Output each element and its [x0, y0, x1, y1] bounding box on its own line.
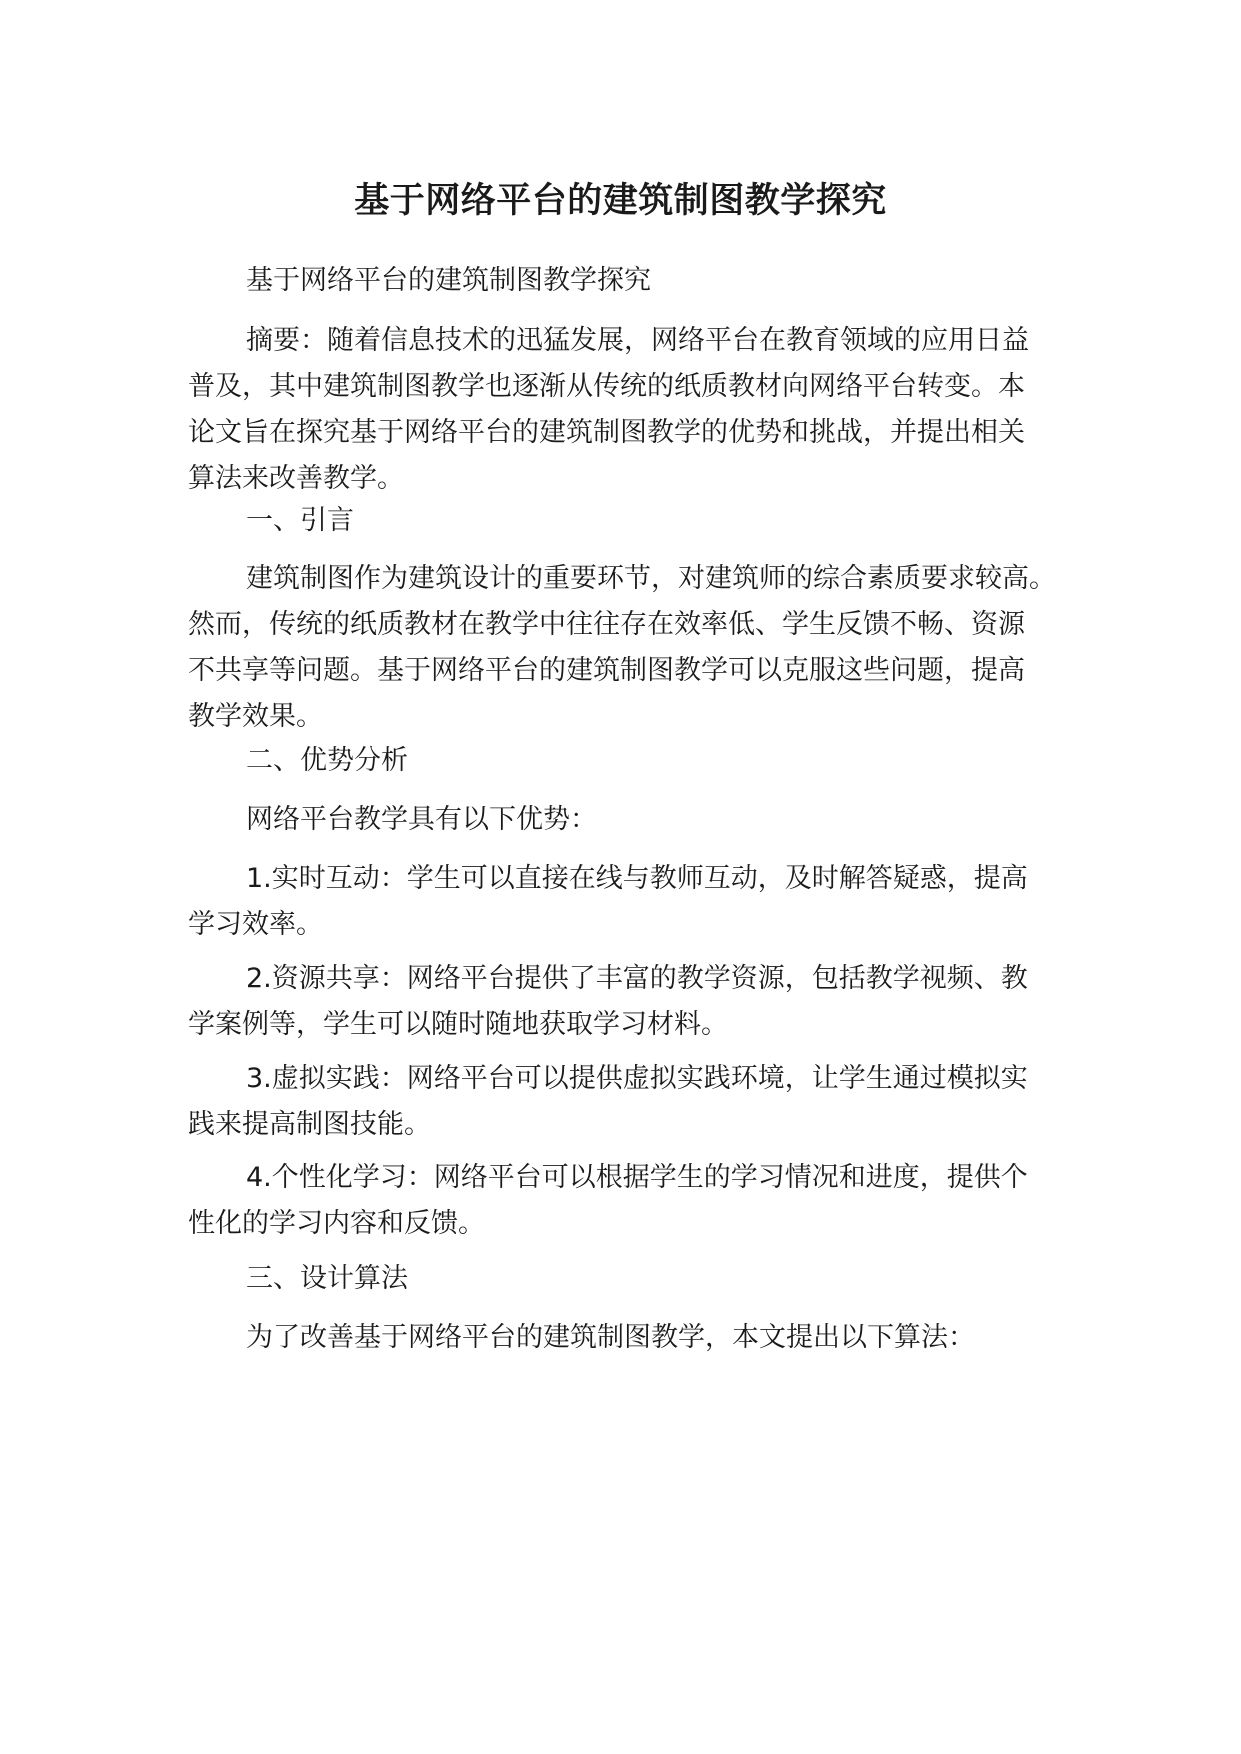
section-heading-text: 三、设计算法: [246, 1263, 408, 1294]
advantage-item-line: 学案例等，学生可以随时随地获取学习材料。: [188, 1009, 728, 1040]
abstract-line: 论文旨在探究基于网络平台的建筑制图教学的优势和挑战，并提出相关: [188, 417, 1025, 448]
introduction-line: 然而，传统的纸质教材在教学中往往存在效率低、学生反馈不畅、资源: [188, 609, 1025, 640]
abstract-line: 算法来改善教学。: [188, 463, 404, 494]
section-heading-advantages: [188, 738, 1068, 784]
document-title: 基于网络平台的建筑制图教学探究: [354, 181, 887, 221]
advantage-item-line: 性化的学习内容和反馈。: [188, 1208, 485, 1239]
abstract-line: 普及，其中建筑制图教学也逐渐从传统的纸质教材向网络平台转变。本: [188, 371, 1025, 402]
introduction-line: 教学效果。: [188, 701, 323, 732]
advantage-item-line: 学习效率。: [188, 909, 323, 940]
section-heading-text: 一、引言: [246, 505, 354, 536]
introduction-paragraph: [188, 556, 1068, 740]
advantage-item: [188, 956, 1068, 1048]
advantage-item-line: 3.虚拟实践：网络平台可以提供虚拟实践环境，让学生通过模拟实: [246, 1063, 1028, 1094]
subtitle-text: 基于网络平台的建筑制图教学探究: [246, 265, 651, 296]
advantage-item-line: 1.实时互动：学生可以直接在线与教师互动，及时解答疑惑，提高: [246, 863, 1028, 894]
introduction-line: 建筑制图作为建筑设计的重要环节，对建筑师的综合素质要求较高。: [246, 563, 1056, 594]
advantage-item-line: 践来提高制图技能。: [188, 1109, 431, 1140]
advantages-intro-text: 网络平台教学具有以下优势：: [246, 804, 597, 835]
algorithm-intro-text: 为了改善基于网络平台的建筑制图教学，本文提出以下算法：: [246, 1322, 975, 1353]
section-heading-introduction: [188, 498, 1068, 544]
advantage-item: [188, 1155, 1068, 1247]
advantage-item: [188, 856, 1068, 948]
algorithm-intro: [188, 1315, 1068, 1361]
introduction-line: 不共享等问题。基于网络平台的建筑制图教学可以克服这些问题，提高: [188, 655, 1025, 686]
document-subtitle: [188, 258, 1068, 304]
section-heading-algorithm: [188, 1256, 1068, 1302]
abstract-paragraph: [188, 318, 1068, 502]
advantage-item-line: 2.资源共享：网络平台提供了丰富的教学资源，包括教学视频、教: [246, 963, 1028, 994]
abstract-line: 摘要：随着信息技术的迅猛发展，网络平台在教育领域的应用日益: [246, 325, 1029, 356]
advantages-intro: [188, 797, 1068, 843]
advantage-item: [188, 1056, 1068, 1148]
advantage-item-line: 4.个性化学习：网络平台可以根据学生的学习情况和进度，提供个: [246, 1162, 1028, 1193]
section-heading-text: 二、优势分析: [246, 745, 408, 776]
